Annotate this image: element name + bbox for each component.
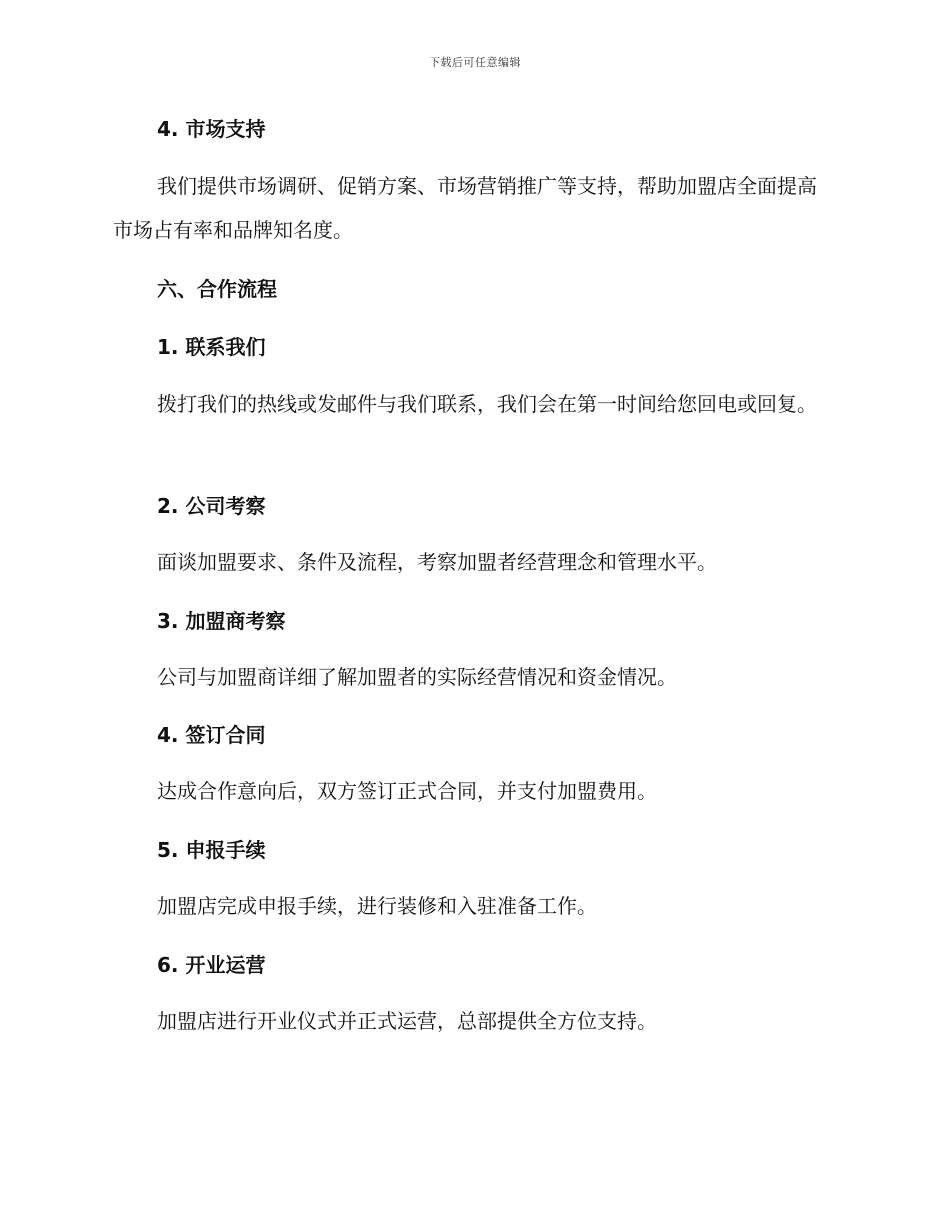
heading-open-operation: 6. 开业运营 bbox=[157, 953, 266, 977]
paragraph-apply-procedures: 加盟店完成申报手续，进行装修和入驻准备工作。 bbox=[157, 894, 597, 918]
page-header: 下载后可任意编辑 bbox=[429, 56, 521, 69]
heading-contact-us: 1. 联系我们 bbox=[157, 335, 266, 359]
heading-apply-procedures: 5. 申报手续 bbox=[157, 838, 266, 862]
heading-sign-contract: 4. 签订合同 bbox=[157, 723, 266, 747]
heading-company-inspection: 2. 公司考察 bbox=[157, 494, 266, 518]
paragraph-open-operation: 加盟店进行开业仪式并正式运营，总部提供全方位支持。 bbox=[157, 1009, 657, 1033]
heading-franchisee-inspection: 3. 加盟商考察 bbox=[157, 609, 286, 633]
heading-cooperation-process: 六、合作流程 bbox=[157, 277, 277, 301]
paragraph-contact-us: 拨打我们的热线或发邮件与我们联系，我们会在第一时间给您回电或回复。 bbox=[157, 392, 817, 416]
paragraph-franchisee-inspection: 公司与加盟商详细了解加盟者的实际经营情况和资金情况。 bbox=[157, 665, 677, 689]
paragraph-sign-contract: 达成合作意向后，双方签订正式合同，并支付加盟费用。 bbox=[157, 779, 657, 803]
paragraph-company-inspection: 面谈加盟要求、条件及流程，考察加盟者经营理念和管理水平。 bbox=[157, 550, 717, 574]
heading-market-support: 4. 市场支持 bbox=[157, 117, 266, 141]
paragraph-market-support: 我们提供市场调研、促销方案、市场营销推广等支持，帮助加盟店全面提高市场占有率和品牌知名度。 bbox=[113, 174, 817, 242]
